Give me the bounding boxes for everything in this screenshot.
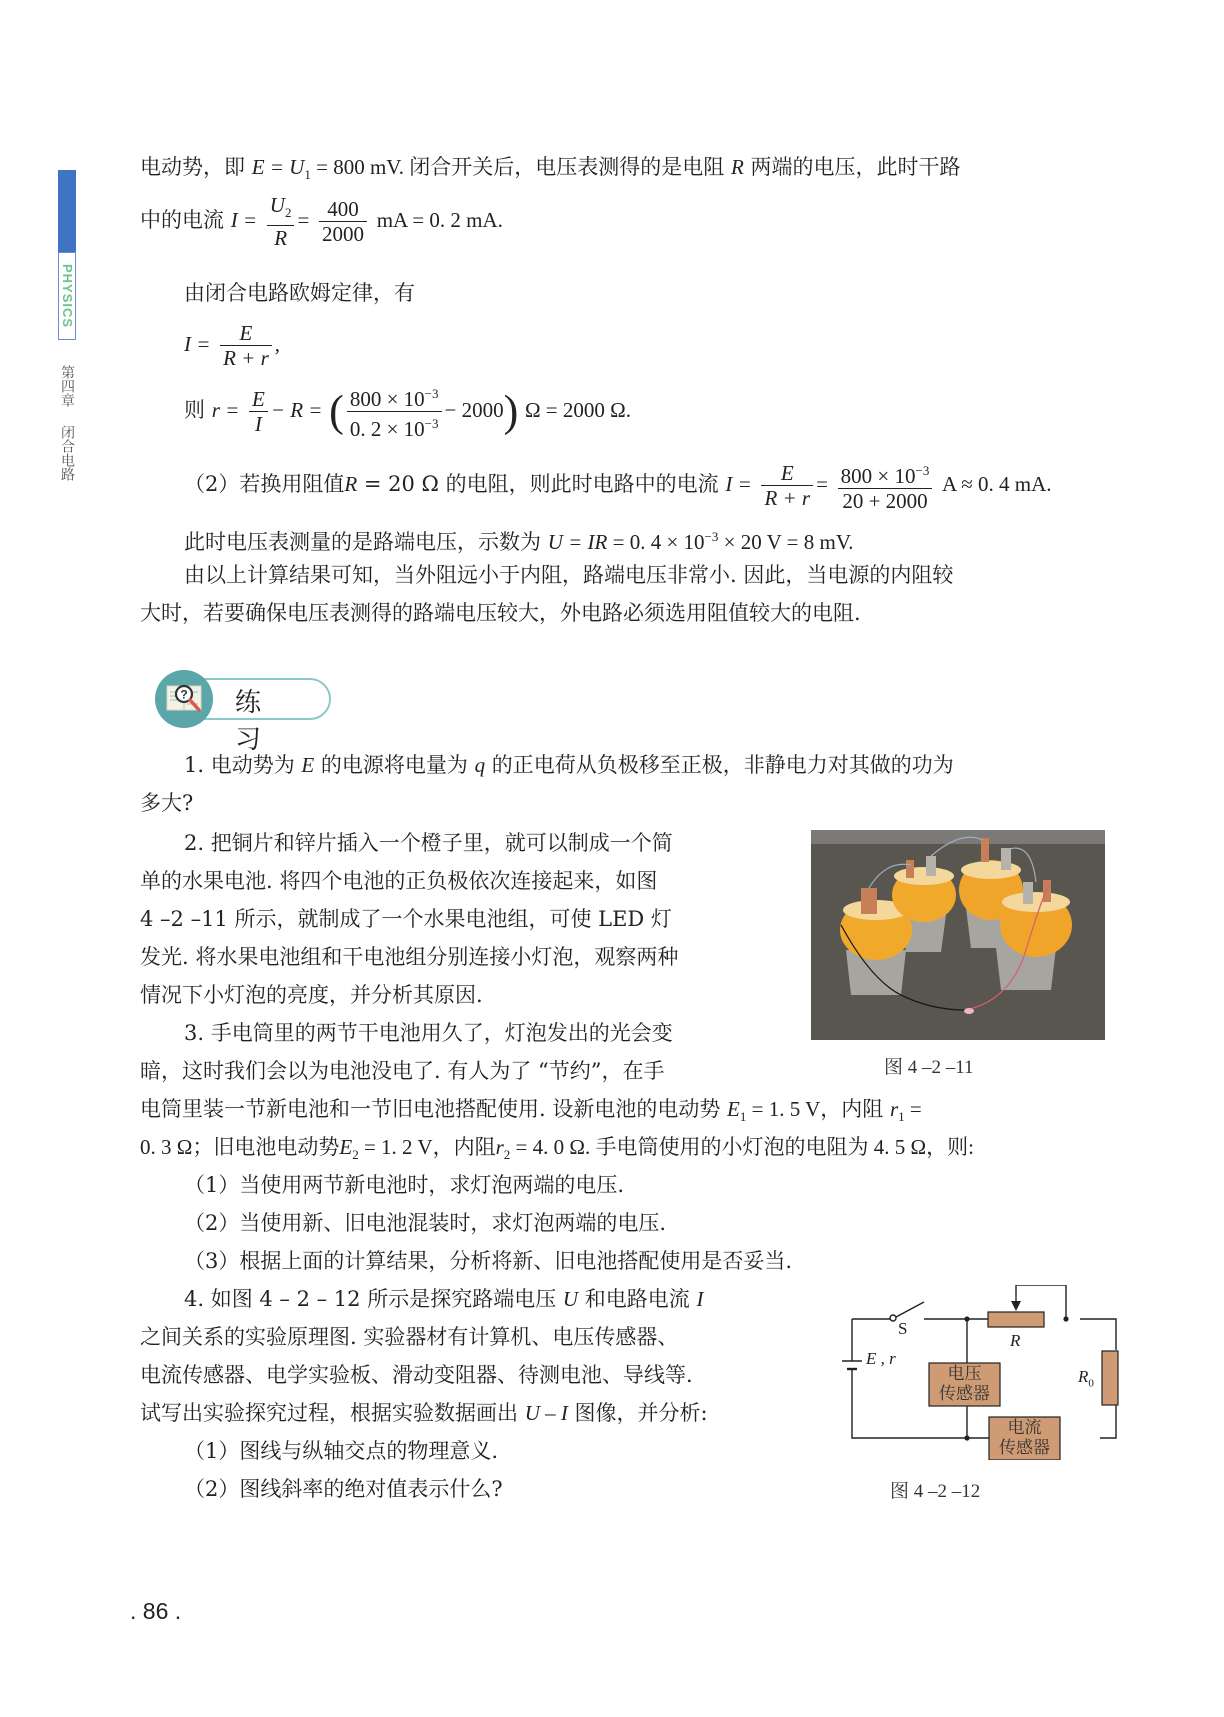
badge-circle — [155, 670, 213, 728]
numerator: 800 × 10 — [349, 387, 425, 411]
denominator: R + r — [223, 346, 269, 370]
question-2-line-2: 单的水果电池. 将四个电池的正负极依次连接起来，如图 — [140, 869, 658, 893]
denominator: R — [274, 226, 288, 251]
resistor-label — [1078, 1367, 1094, 1389]
solution-line-4 — [184, 316, 280, 372]
math: = — [816, 472, 828, 496]
text: 中的电流 — [140, 208, 224, 232]
voltage-sensor-line-2: 传感器 — [939, 1384, 990, 1404]
voltage-sensor-line-1: 电压 — [947, 1364, 982, 1384]
denominator: 0. 2 × 10 — [349, 417, 425, 441]
question-3-sub-3: （3）根据上面的计算结果，分析将新、旧电池搭配使用是否妥当. — [184, 1249, 793, 1273]
text: 图像，并分析: — [574, 1401, 708, 1425]
math-sub: 1 — [304, 167, 311, 183]
denominator: R + r — [764, 486, 811, 510]
numerator: U — [269, 192, 285, 217]
question-4-line-4 — [140, 1398, 708, 1428]
current-sensor-line-1: 电流 — [1007, 1418, 1042, 1438]
numerator: 400 — [319, 197, 367, 222]
numerator: E — [251, 387, 265, 411]
text: A ≈ 0. 4 mA. — [942, 472, 1052, 496]
text: 电动势，即 — [140, 155, 245, 179]
fraction — [319, 197, 367, 246]
question-2-line-3: 4 –2 –11 所示，就制成了一个水果电池组，可使 LED 灯 — [140, 907, 672, 931]
fraction — [347, 382, 442, 441]
text: 的电源将电量为 — [320, 753, 468, 777]
resistor-R0 — [1102, 1351, 1118, 1405]
chapter-label — [58, 365, 76, 481]
figure-4-2-11-caption: 图 4 –2 –11 — [884, 1057, 974, 1078]
math: U – I — [524, 1401, 568, 1425]
math-sub: 2 — [352, 1147, 359, 1163]
question-2-line-1: 2. 把铜片和锌片插入一个橙子里，就可以制成一个简 — [184, 831, 673, 855]
math: q — [474, 753, 486, 777]
rheostat-label: R — [1010, 1331, 1021, 1350]
question-2-line-4: 发光. 将水果电池组和干电池组分别连接小灯泡，观察两种 — [140, 945, 679, 969]
denominator: I — [254, 412, 262, 436]
math-sup: −3 — [424, 416, 439, 431]
text: 4. 如图 4 – 2 – 12 所示是探究路端电压 — [184, 1287, 557, 1311]
question-3-sub-1: （1）当使用两节新电池时，求灯泡两端的电压. — [184, 1173, 625, 1197]
book-magnifier-icon — [155, 670, 213, 728]
text: 则 — [184, 398, 205, 422]
text: 0. 3 Ω；旧电池电动势 — [140, 1135, 340, 1159]
math-sub: 1 — [739, 1109, 747, 1125]
text: , — [274, 332, 281, 356]
rheostat-R — [988, 1312, 1044, 1327]
text: 此时电压表测量的是路端电压，示数为 — [184, 530, 541, 554]
fruit-battery-photo — [811, 830, 1105, 1040]
numerator: E — [780, 461, 794, 485]
math: E — [339, 1135, 353, 1159]
text: （2）若换用阻值 — [184, 472, 345, 496]
side-tab-accent — [58, 170, 76, 252]
text: = 20 Ω 的电阻，则此时电路中的电流 — [357, 472, 719, 496]
text: × 20 V = 8 mV. — [718, 530, 854, 554]
source-label: E , r — [866, 1349, 896, 1368]
text: = — [904, 1097, 922, 1121]
resistor-subscript: 0 — [1088, 1377, 1094, 1390]
text: 两端的电压，此时干路 — [750, 155, 961, 179]
fraction — [838, 459, 933, 513]
math: E = U — [251, 155, 305, 179]
solution-line-2 — [140, 192, 503, 250]
math-sup: −3 — [424, 386, 439, 401]
math-sup: −3 — [704, 529, 719, 544]
left-paren: ( — [329, 386, 344, 436]
math: I = — [230, 208, 258, 232]
question-3-line-1: 3. 手电筒里的两节干电池用久了，灯泡发出的光会变 — [184, 1021, 673, 1045]
text: 的正电荷从负极移至正极，非静电力对其做的功为 — [491, 753, 954, 777]
math: r — [495, 1135, 504, 1159]
fraction — [761, 461, 813, 510]
voltage-sensor-label — [929, 1364, 1000, 1404]
numerator: E — [239, 321, 253, 345]
text: = 0. 4 × 10 — [607, 530, 705, 554]
text: 电筒里装一节新电池和一节旧电池搭配使用. 设新电池的电动势 — [140, 1097, 721, 1121]
text: mA = 0. 2 mA. — [376, 208, 503, 232]
math: = — [297, 208, 310, 232]
figure-4-2-12-caption: 图 4 –2 –12 — [890, 1481, 981, 1502]
math: U — [562, 1287, 579, 1311]
math: − R = — [270, 398, 323, 422]
fraction — [249, 387, 268, 436]
math: E — [727, 1097, 740, 1121]
math: R — [344, 472, 358, 496]
fruit-battery-image — [811, 830, 1105, 1040]
solution-line-1 — [140, 152, 960, 190]
math-sub: 2 — [284, 205, 292, 221]
badge-label: 练 习 — [235, 688, 276, 755]
question-3-line-2: 暗，这时我们会以为电池没电了. 有人为了 “节约”，在手 — [140, 1059, 665, 1083]
denominator: 2000 — [322, 222, 364, 246]
math: R — [730, 155, 744, 179]
question-3-line-3 — [140, 1094, 922, 1132]
text: 1. 电动势为 — [184, 753, 295, 777]
switch-label: S — [898, 1319, 908, 1338]
math-sup: −3 — [915, 462, 930, 478]
circuit-diagram — [840, 1285, 1120, 1460]
text: = 4. 0 Ω. 手电筒使用的小灯泡的电阻为 4. 5 Ω，则: — [510, 1135, 974, 1159]
math: I = — [725, 472, 752, 496]
right-paren: ) — [503, 386, 519, 436]
math: I — [696, 1287, 704, 1311]
question-4-line-1 — [184, 1284, 703, 1314]
solution-line-6 — [184, 456, 1052, 513]
numerator: 800 × 10 — [840, 463, 916, 488]
math: U = IR — [547, 530, 608, 554]
text: Ω = 2000 Ω. — [524, 398, 631, 422]
solution-line-7 — [184, 522, 854, 557]
fraction — [220, 321, 272, 370]
solution-line-8: 由以上计算结果可知，当外阻远小于内阻，路端电压非常小. 因此，当电源的内阻较 — [184, 563, 954, 587]
current-sensor-label — [989, 1418, 1060, 1458]
question-2-line-5: 情况下小灯泡的亮度，并分析其原因. — [140, 983, 483, 1007]
question-1-line-2: 多大? — [140, 791, 194, 815]
chapter-title: 闭合电路 — [59, 425, 75, 481]
math: − 2000 — [444, 398, 504, 422]
fraction — [267, 193, 295, 250]
text: = 1. 2 V，内阻 — [358, 1135, 496, 1159]
question-4-line-3: 电流传感器、电学实验板、滑动变阻器、待测电池、导线等. — [140, 1363, 693, 1387]
math: I = — [184, 332, 211, 356]
page-number: . 86 . — [130, 1598, 182, 1624]
denominator: 20 + 2000 — [842, 488, 928, 513]
text: = 1. 5 V，内阻 — [746, 1097, 884, 1121]
solution-line-3: 由闭合电路欧姆定律，有 — [184, 281, 415, 305]
svg-text:?: ? — [180, 687, 188, 702]
practice-badge — [155, 670, 331, 755]
math: r = — [211, 398, 240, 422]
text: = 800 mV. 闭合开关后，电压表测得的是电阻 — [310, 155, 725, 179]
math-sub: 2 — [503, 1147, 511, 1163]
question-4-sub-1: （1）图线与纵轴交点的物理意义. — [184, 1439, 499, 1463]
question-3-sub-2: （2）当使用新、旧电池混装时，求灯泡两端的电压. — [184, 1211, 667, 1235]
math-sub: 1 — [898, 1109, 905, 1125]
solution-line-9: 大时，若要确保电压表测得的路端电压较大，外电路必须选用阻值较大的电阻. — [140, 601, 861, 625]
question-4-line-2: 之间关系的实验原理图. 实验器材有计算机、电压传感器、 — [140, 1325, 679, 1349]
solution-line-5 — [184, 380, 631, 442]
chapter-number: 第四章 — [59, 365, 75, 407]
math: r — [889, 1097, 899, 1121]
math: E — [301, 753, 315, 777]
resistor-symbol: R — [1078, 1367, 1089, 1386]
side-tab — [58, 170, 76, 340]
question-1-line-1 — [184, 750, 954, 780]
text: 试写出实验探究过程，根据实验数据画出 — [140, 1401, 518, 1425]
question-3-line-4 — [140, 1132, 974, 1170]
question-4-sub-2: （2）图线斜率的绝对值表示什么? — [184, 1477, 503, 1501]
current-sensor-line-2: 传感器 — [999, 1438, 1050, 1458]
text: 和电路电流 — [584, 1287, 690, 1311]
side-tab-label: PHYSICS — [58, 252, 76, 340]
